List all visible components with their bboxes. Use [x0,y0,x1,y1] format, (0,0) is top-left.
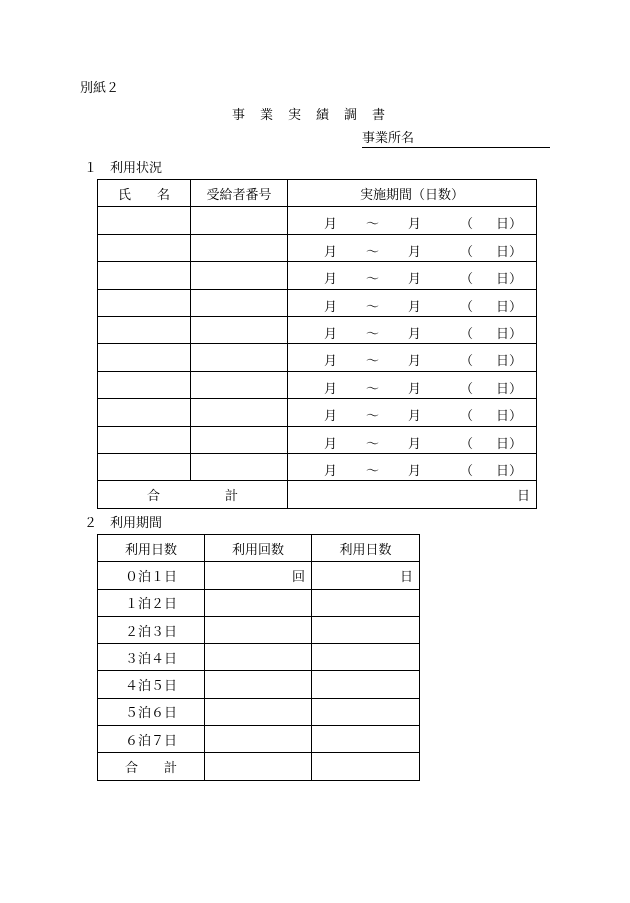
usage-days-cell[interactable]: 日 [312,562,420,589]
header-usage-count: 利用回数 [205,535,312,562]
period-month-start: 月 [324,463,338,479]
period-days-unit: 日） [496,436,523,452]
period-cell[interactable] [288,426,537,453]
period-tilde: 〜 [366,326,380,342]
period-month-start: 月 [324,409,338,425]
name-cell[interactable] [98,453,191,480]
name-cell[interactable] [98,399,191,426]
table-row [98,616,420,643]
period-cell[interactable] [288,234,537,261]
period-paren-open: （ [460,299,474,315]
usage-days-cell[interactable] [312,589,420,616]
usage-status-table [97,179,537,509]
header-row [98,535,420,562]
period-cell[interactable] [288,371,537,398]
table-row [98,453,537,480]
period-days-unit: 日） [496,217,523,233]
period-days-unit: 日） [496,409,523,425]
period-month-end: 月 [408,217,422,233]
table-row [98,671,420,698]
recipient-number-cell[interactable] [191,426,288,453]
total-days-cell[interactable]: 日 [288,481,537,508]
period-tilde: 〜 [366,463,380,479]
period-cell[interactable] [288,453,537,480]
table-row [98,371,537,398]
table-row [98,234,537,261]
table-row [98,399,537,426]
stay-length-cell: ０泊１日 [98,562,205,589]
period-paren-open: （ [460,354,474,370]
period-paren-open: （ [460,409,474,425]
period-tilde: 〜 [366,299,380,315]
name-cell[interactable] [98,316,191,343]
period-tilde: 〜 [366,354,380,370]
stay-length-cell: ３泊４日 [98,644,205,671]
recipient-number-cell[interactable] [191,262,288,289]
period-paren-open: （ [460,436,474,452]
table-row [98,726,420,753]
usage-count-cell[interactable] [205,698,312,725]
period-month-end: 月 [408,381,422,397]
office-name-field[interactable]: 事業所名 [362,131,550,148]
total-days-cell[interactable] [312,753,420,780]
period-cell[interactable] [288,316,537,343]
section1-heading: １ 利用状況 [84,161,163,176]
header-row [98,180,537,207]
usage-count-cell[interactable]: 回 [205,562,312,589]
usage-count-cell[interactable] [205,726,312,753]
period-month-end: 月 [408,409,422,425]
period-cell[interactable] [288,207,537,234]
period-month-start: 月 [324,326,338,342]
table-row [98,344,537,371]
period-paren-open: （ [460,217,474,233]
recipient-number-cell[interactable] [191,316,288,343]
table-row [98,698,420,725]
recipient-number-cell[interactable] [191,453,288,480]
period-month-start: 月 [324,299,338,315]
recipient-number-cell[interactable] [191,399,288,426]
period-paren-open: （ [460,244,474,260]
table-row [98,644,420,671]
usage-count-cell[interactable] [205,671,312,698]
period-cell[interactable] [288,344,537,371]
stay-length-cell: ６泊７日 [98,726,205,753]
period-days-unit: 日） [496,272,523,288]
name-cell[interactable] [98,426,191,453]
period-days-unit: 日） [496,354,523,370]
period-tilde: 〜 [366,436,380,452]
table-row [98,426,537,453]
header-name: 氏 名 [98,180,191,207]
total-count-cell[interactable] [205,753,312,780]
period-month-start: 月 [324,272,338,288]
period-tilde: 〜 [366,272,380,288]
period-paren-open: （ [460,381,474,397]
usage-count-cell[interactable] [205,644,312,671]
name-cell[interactable] [98,207,191,234]
total-row [98,753,420,780]
name-cell[interactable] [98,289,191,316]
name-cell[interactable] [98,344,191,371]
period-days-unit: 日） [496,244,523,260]
recipient-number-cell[interactable] [191,371,288,398]
total-row [98,481,537,508]
usage-days-cell[interactable] [312,726,420,753]
period-month-end: 月 [408,326,422,342]
period-month-end: 月 [408,272,422,288]
period-days-unit: 日） [496,381,523,397]
usage-count-cell[interactable] [205,616,312,643]
period-tilde: 〜 [366,409,380,425]
usage-period-table [97,534,420,781]
document-title: 事業実績調書 [232,108,401,123]
header-usage-days: 利用日数 [312,535,420,562]
section2-heading: ２ 利用期間 [84,516,163,531]
total-label: 合 計 [98,753,205,780]
period-month-start: 月 [324,217,338,233]
period-month-start: 月 [324,436,338,452]
period-month-end: 月 [408,244,422,260]
usage-days-cell[interactable] [312,698,420,725]
period-month-end: 月 [408,354,422,370]
period-month-end: 月 [408,436,422,452]
usage-days-cell[interactable] [312,616,420,643]
period-cell[interactable] [288,289,537,316]
recipient-number-cell[interactable] [191,207,288,234]
total-label: 合 計 [98,481,288,508]
name-cell[interactable] [98,371,191,398]
usage-days-cell[interactable] [312,644,420,671]
period-tilde: 〜 [366,244,380,260]
name-cell[interactable] [98,262,191,289]
recipient-number-cell[interactable] [191,289,288,316]
period-tilde: 〜 [366,217,380,233]
period-month-start: 月 [324,381,338,397]
period-cell[interactable] [288,262,537,289]
annex-label: 別紙２ [80,81,120,96]
recipient-number-cell[interactable] [191,234,288,261]
stay-length-cell: ５泊６日 [98,698,205,725]
period-paren-open: （ [460,326,474,342]
period-paren-open: （ [460,463,474,479]
period-cell[interactable] [288,399,537,426]
period-days-unit: 日） [496,299,523,315]
table-row [98,262,537,289]
period-month-end: 月 [408,299,422,315]
usage-count-cell[interactable] [205,589,312,616]
period-month-start: 月 [324,354,338,370]
header-stay-length: 利用日数 [98,535,205,562]
stay-length-cell: ２泊３日 [98,616,205,643]
stay-length-cell: １泊２日 [98,589,205,616]
name-cell[interactable] [98,234,191,261]
period-month-start: 月 [324,244,338,260]
table-row [98,589,420,616]
stay-length-cell: ４泊５日 [98,671,205,698]
usage-days-cell[interactable] [312,671,420,698]
recipient-number-cell[interactable] [191,344,288,371]
table-row [98,316,537,343]
period-days-unit: 日） [496,463,523,479]
table-row [98,207,537,234]
period-month-end: 月 [408,463,422,479]
period-paren-open: （ [460,272,474,288]
table-row [98,289,537,316]
period-tilde: 〜 [366,381,380,397]
header-period: 実施期間（日数） [288,180,537,207]
table-row [98,562,420,589]
header-recipient-number: 受給者番号 [191,180,288,207]
period-days-unit: 日） [496,326,523,342]
